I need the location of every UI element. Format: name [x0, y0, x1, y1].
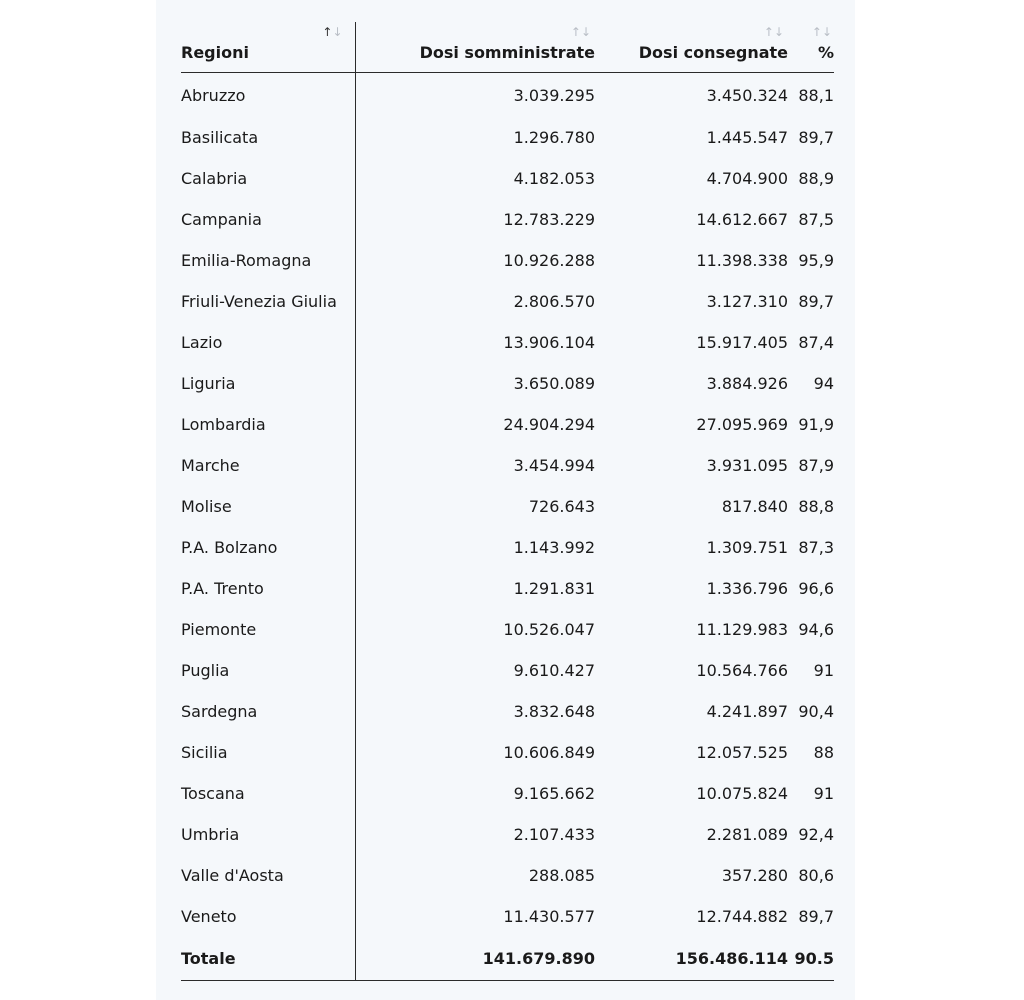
table-row	[181, 322, 834, 363]
cell-regione: P.A. Trento	[181, 568, 355, 609]
column-header-label: Regioni	[181, 43, 249, 62]
cell-dosi-consegnate: 4.704.900	[706, 169, 788, 188]
cell-regione: Campania	[181, 199, 355, 240]
table-total-row	[181, 937, 834, 981]
cell-dosi-somministrate: 726.643	[528, 497, 595, 516]
cell-total-dosi-consegnate: 156.486.114	[595, 937, 788, 981]
cell-percent: 91	[813, 661, 834, 680]
cell-regione: Veneto	[181, 896, 355, 937]
table-row	[181, 73, 834, 118]
cell-regione: Umbria	[181, 814, 355, 855]
table-row	[181, 691, 834, 732]
cell-percent: 88	[813, 743, 834, 762]
cell-dosi-somministrate: 9.610.427	[513, 661, 595, 680]
table-panel	[156, 0, 855, 1000]
cell-percent: 88,9	[798, 169, 834, 188]
table-row	[181, 404, 834, 445]
table-row	[181, 855, 834, 896]
cell-dosi-somministrate: 2.107.433	[513, 825, 595, 844]
cell-regione: Emilia-Romagna	[181, 240, 355, 281]
cell-dosi-somministrate: 11.430.577	[503, 907, 595, 926]
sort-arrows-icon[interactable]: ↑↓	[763, 25, 784, 39]
table-row	[181, 199, 834, 240]
table-row	[181, 896, 834, 937]
table-row	[181, 158, 834, 199]
cell-dosi-consegnate: 1.309.751	[706, 538, 788, 557]
cell-percent: 87,4	[798, 333, 834, 352]
cell-total-label: Totale	[181, 937, 355, 981]
cell-dosi-somministrate: 288.085	[528, 866, 595, 885]
cell-regione: Sardegna	[181, 691, 355, 732]
sort-arrows-icon[interactable]: ↑↓	[322, 25, 343, 39]
column-header-label: Dosi somministrate	[419, 43, 595, 62]
cell-percent: 91	[813, 784, 834, 803]
cell-percent: 88,1	[798, 85, 834, 105]
table-row	[181, 281, 834, 322]
cell-dosi-consegnate: 357.280	[721, 866, 788, 885]
cell-dosi-somministrate: 3.650.089	[513, 374, 595, 393]
cell-percent: 89,7	[798, 907, 834, 926]
cell-percent: 90,4	[798, 702, 834, 721]
cell-total-dosi-somministrate: 141.679.890	[355, 937, 595, 981]
cell-percent: 96,6	[798, 579, 834, 598]
table-row	[181, 609, 834, 650]
cell-dosi-consegnate: 27.095.969	[696, 415, 788, 434]
cell-regione: Lombardia	[181, 404, 355, 445]
cell-regione: Liguria	[181, 363, 355, 404]
cell-dosi-somministrate: 12.783.229	[503, 210, 595, 229]
cell-percent: 89,7	[798, 292, 834, 311]
cell-dosi-consegnate: 3.127.310	[706, 292, 788, 311]
column-header-percent[interactable]	[788, 22, 834, 73]
cell-percent: 87,5	[798, 210, 834, 229]
cell-percent: 92,4	[798, 825, 834, 844]
table-container	[181, 22, 834, 981]
cell-dosi-consegnate: 817.840	[721, 497, 788, 516]
cell-dosi-somministrate: 3.454.994	[513, 456, 595, 475]
cell-dosi-consegnate: 11.129.983	[696, 620, 788, 639]
cell-regione: Piemonte	[181, 609, 355, 650]
cell-dosi-somministrate: 2.806.570	[513, 292, 595, 311]
cell-dosi-consegnate: 15.917.405	[696, 333, 788, 352]
cell-regione: Sicilia	[181, 732, 355, 773]
table-header-row	[181, 22, 834, 73]
cell-regione: P.A. Bolzano	[181, 527, 355, 568]
cell-regione: Abruzzo	[181, 73, 355, 118]
cell-percent: 91,9	[798, 415, 834, 434]
cell-percent: 87,9	[798, 456, 834, 475]
cell-dosi-consegnate: 3.450.324	[706, 85, 788, 105]
cell-dosi-somministrate: 9.165.662	[513, 784, 595, 803]
column-header-dosi-consegnate[interactable]	[595, 22, 788, 73]
cell-dosi-somministrate: 1.143.992	[513, 538, 595, 557]
cell-dosi-somministrate: 13.906.104	[503, 333, 595, 352]
table-row	[181, 486, 834, 527]
cell-dosi-somministrate: 3.832.648	[513, 702, 595, 721]
table-row	[181, 650, 834, 691]
table-row	[181, 445, 834, 486]
cell-dosi-somministrate: 1.291.831	[513, 579, 595, 598]
cell-percent: 87,3	[798, 538, 834, 557]
cell-dosi-somministrate: 1.296.780	[513, 128, 595, 147]
table-body	[181, 73, 834, 981]
cell-dosi-somministrate: 10.526.047	[503, 620, 595, 639]
table-row	[181, 732, 834, 773]
cell-regione: Lazio	[181, 322, 355, 363]
cell-regione: Friuli-Venezia Giulia	[181, 281, 355, 322]
cell-regione: Puglia	[181, 650, 355, 691]
column-header-dosi-somministrate[interactable]	[355, 22, 595, 73]
cell-percent: 94,6	[798, 620, 834, 639]
table-row	[181, 773, 834, 814]
vaccine-doses-table	[181, 22, 834, 981]
sort-arrows-icon[interactable]: ↑↓	[570, 25, 591, 39]
cell-dosi-consegnate: 10.075.824	[696, 784, 788, 803]
table-row	[181, 117, 834, 158]
cell-dosi-somministrate: 10.926.288	[503, 251, 595, 270]
cell-percent: 80,6	[798, 866, 834, 885]
cell-dosi-consegnate: 12.744.882	[696, 907, 788, 926]
cell-dosi-consegnate: 14.612.667	[696, 210, 788, 229]
cell-dosi-consegnate: 10.564.766	[696, 661, 788, 680]
cell-total-percent: 90.5	[788, 937, 834, 981]
cell-regione: Marche	[181, 445, 355, 486]
column-header-label: %	[817, 43, 834, 62]
column-header-label: Dosi consegnate	[638, 43, 788, 62]
cell-dosi-consegnate: 1.336.796	[706, 579, 788, 598]
cell-regione: Molise	[181, 486, 355, 527]
table-row	[181, 568, 834, 609]
cell-dosi-consegnate: 4.241.897	[706, 702, 788, 721]
cell-dosi-consegnate: 11.398.338	[696, 251, 788, 270]
cell-dosi-somministrate: 10.606.849	[503, 743, 595, 762]
table-row	[181, 527, 834, 568]
cell-regione: Valle d'Aosta	[181, 855, 355, 896]
table-row	[181, 814, 834, 855]
cell-dosi-consegnate: 12.057.525	[696, 743, 788, 762]
cell-dosi-somministrate: 4.182.053	[513, 169, 595, 188]
cell-dosi-consegnate: 3.931.095	[706, 456, 788, 475]
cell-dosi-consegnate: 2.281.089	[706, 825, 788, 844]
cell-regione: Calabria	[181, 158, 355, 199]
sort-arrows-icon[interactable]: ↑↓	[811, 25, 832, 39]
cell-percent: 88,8	[798, 497, 834, 516]
cell-regione: Basilicata	[181, 117, 355, 158]
cell-percent: 89,7	[798, 128, 834, 147]
cell-dosi-somministrate: 3.039.295	[513, 85, 595, 105]
cell-percent: 95,9	[798, 251, 834, 270]
cell-dosi-somministrate: 24.904.294	[503, 415, 595, 434]
column-header-regioni[interactable]	[181, 22, 355, 73]
table-row	[181, 363, 834, 404]
cell-regione: Toscana	[181, 773, 355, 814]
cell-percent: 94	[813, 374, 834, 393]
cell-dosi-consegnate: 1.445.547	[706, 128, 788, 147]
table-row	[181, 240, 834, 281]
cell-dosi-consegnate: 3.884.926	[706, 374, 788, 393]
